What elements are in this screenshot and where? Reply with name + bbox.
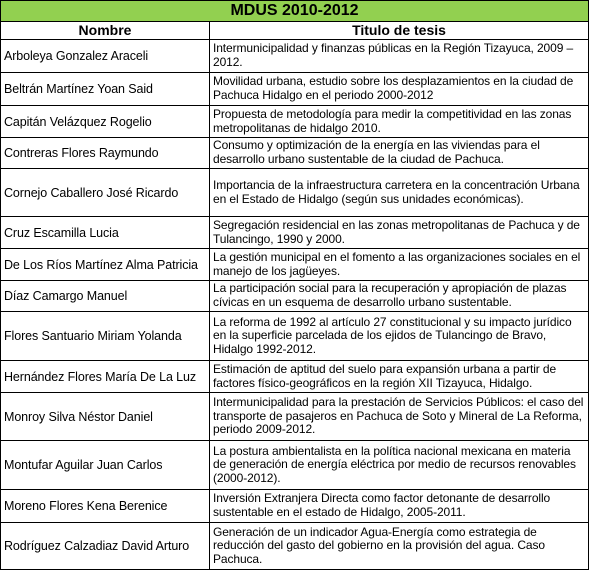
header-row [1,22,589,40]
name-cell: Monroy Silva Néstor Daniel [1,393,210,441]
table-row [1,138,589,169]
thesis-cell: Importancia de la infraestructura carretera en la concentración Urbana en el Estado de Hidalgo (según sus unidades económicas). [210,169,589,217]
table-row [1,361,589,393]
thesis-cell: Generación de un indicador Agua-Energía como estrategia de reducción del gasto del gobierno en la provisión del agua. Caso Pachuca. [210,523,589,570]
table-row [1,281,589,312]
thesis-cell: Propuesta de metodología para medir la competitividad en las zonas metropolitanas de hidalgo 2010. [210,106,589,138]
thesis-cell: La reforma de 1992 al artículo 27 constitucional y su impacto jurídico en la superficie parcelada de los ejidos de Tulancingo de Bravo, Hidalgo 1992-2012. [210,312,589,361]
table-row [1,169,589,217]
name-cell: Montufar Aguilar Juan Carlos [1,441,210,490]
name-cell: Díaz Camargo Manuel [1,281,210,312]
table-row [1,490,589,523]
table-row [1,73,589,106]
name-cell: Contreras Flores Raymundo [1,138,210,169]
table-row [1,393,589,441]
thesis-cell: La gestión municipal en el fomento a las organizaciones sociales en el manejo de los jagüeyes. [210,249,589,281]
name-cell: Cornejo Caballero José Ricardo [1,169,210,217]
table-row [1,106,589,138]
thesis-cell: Consumo y optimización de la energía en las viviendas para el desarrollo urbano sustentable de la ciudad de Pachuca. [210,138,589,169]
thesis-cell: La postura ambientalista en la política nacional mexicana en materia de generación de energía eléctrica por medio de recursos renovables (2000-2012). [210,441,589,490]
thesis-cell: Estimación de aptitud del suelo para expansión urbana a partir de factores físico-geográficos en la región XII Tizayuca, Hidalgo. [210,361,589,393]
name-cell: Hernández Flores María De La Luz [1,361,210,393]
table-row [1,523,589,570]
name-cell: Flores Santuario Miriam Yolanda [1,312,210,361]
name-cell: Rodríguez Calzadiaz David Arturo [1,523,210,570]
name-cell: Beltrán Martínez Yoan Said [1,73,210,106]
table-title: MDUS 2010-2012 [1,1,589,22]
thesis-cell: Segregación residencial en las zonas metropolitanas de Pachuca y de Tulancingo, 1990 y 2000. [210,217,589,249]
name-cell: De Los Ríos Martínez Alma Patricia [1,249,210,281]
table-row [1,249,589,281]
table-row [1,312,589,361]
table-row [1,217,589,249]
table-row [1,441,589,490]
thesis-cell: Intermunicipalidad y finanzas públicas en la Región Tizayuca, 2009 – 2012. [210,40,589,73]
name-cell: Capitán Velázquez Rogelio [1,106,210,138]
thesis-cell: La participación social para la recuperación y apropiación de plazas cívicas en un esquema de desarrollo urbano sustentable. [210,281,589,312]
thesis-cell: Inversión Extranjera Directa como factor detonante de desarrollo sustentable en el estado de Hidalgo, 2005-2011. [210,490,589,523]
table-row [1,40,589,73]
name-cell: Moreno Flores Kena Berenice [1,490,210,523]
thesis-cell: Movilidad urbana, estudio sobre los desplazamientos en la ciudad de Pachuca Hidalgo en el periodo 2000-2012 [210,73,589,106]
name-cell: Arboleya Gonzalez Araceli [1,40,210,73]
thesis-cell: Intermunicipalidad para la prestación de Servicios Públicos: el caso del transporte de pasajeros en Pachuca de Soto y Mineral de La Reforma, periodo 2009-2012. [210,393,589,441]
column-header-name: Nombre [1,22,210,40]
name-cell: Cruz Escamilla Lucia [1,217,210,249]
title-row [1,1,589,22]
column-header-thesis: Titulo de tesis [210,22,589,40]
